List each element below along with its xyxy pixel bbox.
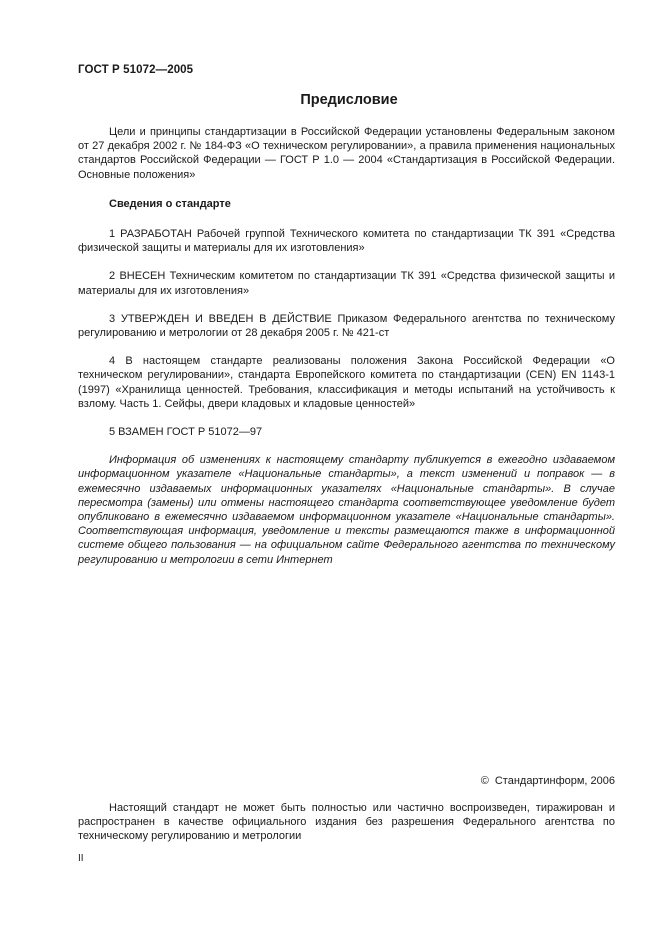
info-item: 2 ВНЕСЕН Техническим комитетом по стандартизации ТК 391 «Средства физической защиты и материалы для их изготовления» [78, 270, 615, 297]
info-item: 1 РАЗРАБОТАН Рабочей группой Технического комитета по стандартизации ТК 391 «Средства физической защиты и материалы для их изготовления» [78, 228, 615, 255]
page-title: Предисловие [300, 92, 398, 108]
reproduction-notice: Настоящий стандарт не может быть полностью или частично воспроизведен, тиражирован и распространен в качестве официального издания без разрешения Федерального агентства по техническому регулированию и метрологии [78, 802, 615, 843]
copyright-icon: © [480, 775, 489, 787]
info-item: 3 УТВЕРЖДЕН И ВВЕДЕН В ДЕЙСТВИЕ Приказом Федерального агентства по техническому регулированию и метрологии от 28 декабря 2005 г. № 421-ст [78, 312, 615, 340]
page-number: II [78, 853, 84, 864]
info-paragraph: Информация об изменениях к настоящему стандарту публикуется в ежегодно издаваемом информационном указателе «Национальные стандарты», а текст изменений и поправок — в ежемесячно издаваемых информационных указателях «Национальные стандарты». В случае пересмотра (замены) или отмены настоящего стандарта соответствующее уведомление будет опубликовано в ежемесячно издаваемом информационном указателе «Национальные стандарты». Соответствующая информация, уведомление и тексты размещаются также в информационной системе общего пользования — на официальном сайте Федерального агентства по техническому регулированию и метрологии в сети Интернет [78, 454, 615, 566]
info-item: 5 ВЗАМЕН ГОСТ Р 51072—97 [109, 426, 263, 439]
info-item: 4 В настоящем стандарте реализованы положения Закона Российской Федерации «О техническом регулировании», стандарта Европейского комитета по стандартизации (CEN) EN 1143-1 (1997) «Хранилища ценностей. Требования, классификация и методы испытаний на устойчивость к взлому. Часть 1. Сейфы, двери кладовых и кладовые ценностей» [78, 355, 615, 410]
copyright-line [481, 775, 615, 787]
document-code: ГОСТ Р 51072—2005 [78, 64, 194, 76]
intro-paragraph: Цели и принципы стандартизации в Российской Федерации установлены Федеральным законом от 27 декабря 2002 г. № 184-ФЗ «О техническом регулировании», а правила применения национальных стандартов Российской Федерации — ГОСТ Р 1.0 — 2004 «Стандартизация в Российской Федерации. Основные положения» [78, 126, 615, 181]
subheading: Сведения о стандарте [109, 197, 231, 210]
copyright-text: Стандартинформ, 2006 [494, 775, 615, 787]
document-body [78, 125, 615, 567]
